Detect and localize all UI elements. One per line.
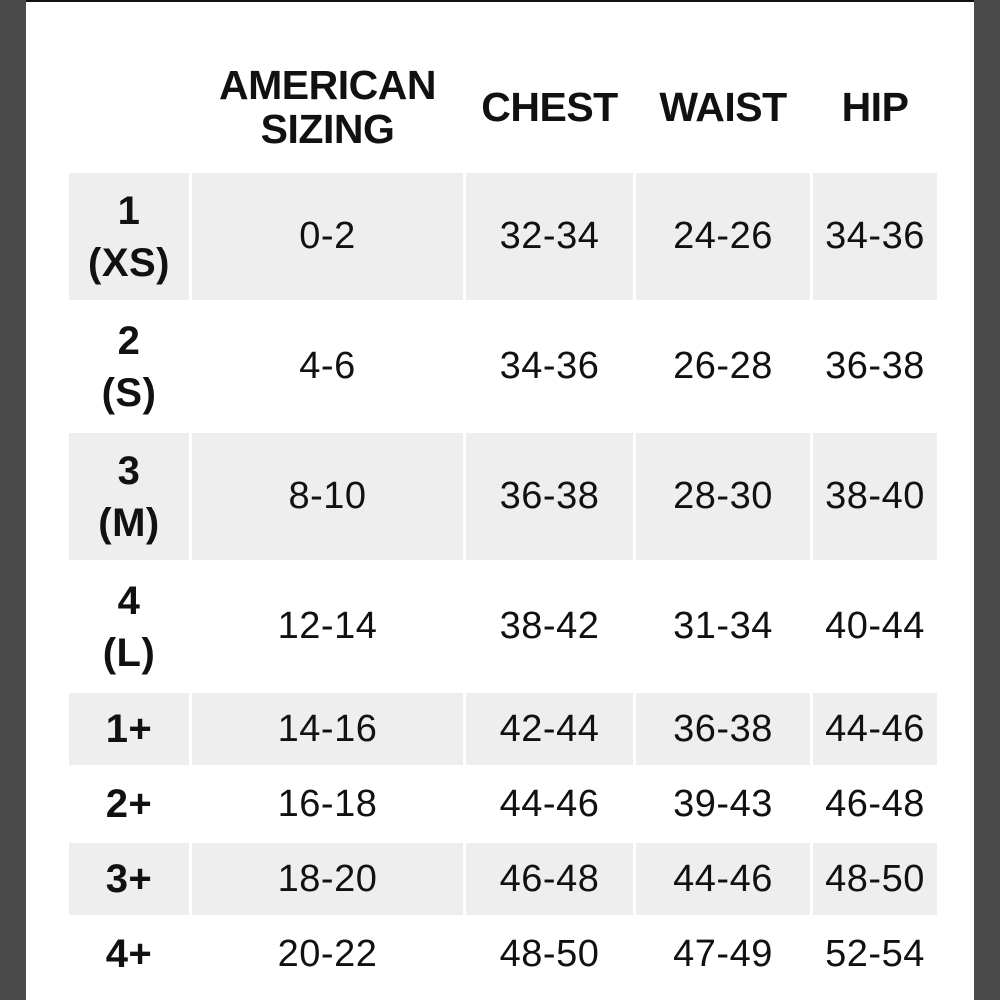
size-label <box>69 303 189 430</box>
hip-cell: 40-44 <box>813 563 937 690</box>
size-number: 3 <box>117 448 141 493</box>
waist-cell: 39-43 <box>636 768 810 840</box>
header-american-sizing <box>192 45 463 170</box>
american-size-cell: 12-14 <box>192 563 463 690</box>
waist-cell: 47-49 <box>636 918 810 990</box>
hip-cell: 52-54 <box>813 918 937 990</box>
waist-cell: 26-28 <box>636 303 810 430</box>
waist-cell: 36-38 <box>636 693 810 765</box>
header-waist: WAIST <box>636 45 810 170</box>
table-row <box>69 173 937 300</box>
american-size-cell: 8-10 <box>192 433 463 560</box>
size-label <box>69 563 189 690</box>
hip-cell: 48-50 <box>813 843 937 915</box>
waist-cell: 24-26 <box>636 173 810 300</box>
chest-cell: 38-42 <box>466 563 633 690</box>
table-row <box>69 303 937 430</box>
size-alias: (L) <box>102 630 156 675</box>
american-size-cell: 20-22 <box>192 918 463 990</box>
size-alias: (M) <box>98 500 160 545</box>
size-label <box>69 173 189 300</box>
american-size-cell: 18-20 <box>192 843 463 915</box>
american-size-cell: 4-6 <box>192 303 463 430</box>
top-border <box>26 0 974 2</box>
table-row <box>69 768 937 840</box>
waist-cell: 31-34 <box>636 563 810 690</box>
size-label: 4+ <box>69 918 189 990</box>
chest-cell: 48-50 <box>466 918 633 990</box>
waist-cell: 44-46 <box>636 843 810 915</box>
size-chart-page <box>26 0 974 1000</box>
size-label: 1+ <box>69 693 189 765</box>
american-size-cell: 0-2 <box>192 173 463 300</box>
american-size-cell: 16-18 <box>192 768 463 840</box>
american-size-cell: 14-16 <box>192 693 463 765</box>
hip-cell: 34-36 <box>813 173 937 300</box>
size-label: 3+ <box>69 843 189 915</box>
table-row <box>69 433 937 560</box>
table-row <box>69 693 937 765</box>
table-row <box>69 563 937 690</box>
waist-cell: 28-30 <box>636 433 810 560</box>
header-american-text: AMERICAN SIZING <box>219 62 436 152</box>
header-hip: HIP <box>813 45 937 170</box>
chest-cell: 36-38 <box>466 433 633 560</box>
size-label: 2+ <box>69 768 189 840</box>
size-alias: (S) <box>101 370 157 415</box>
size-chart-table <box>66 42 940 993</box>
chest-cell: 32-34 <box>466 173 633 300</box>
chest-cell: 46-48 <box>466 843 633 915</box>
size-number: 2 <box>117 318 141 363</box>
chest-cell: 42-44 <box>466 693 633 765</box>
table-row <box>69 918 937 990</box>
header-size <box>69 45 189 170</box>
size-alias: (XS) <box>88 240 170 285</box>
size-number: 4 <box>117 578 141 623</box>
chest-cell: 44-46 <box>466 768 633 840</box>
hip-cell: 44-46 <box>813 693 937 765</box>
chest-cell: 34-36 <box>466 303 633 430</box>
hip-cell: 38-40 <box>813 433 937 560</box>
header-chest: CHEST <box>466 45 633 170</box>
table-row <box>69 843 937 915</box>
size-label <box>69 433 189 560</box>
hip-cell: 46-48 <box>813 768 937 840</box>
hip-cell: 36-38 <box>813 303 937 430</box>
size-number: 1 <box>117 188 141 233</box>
header-row <box>69 45 937 170</box>
